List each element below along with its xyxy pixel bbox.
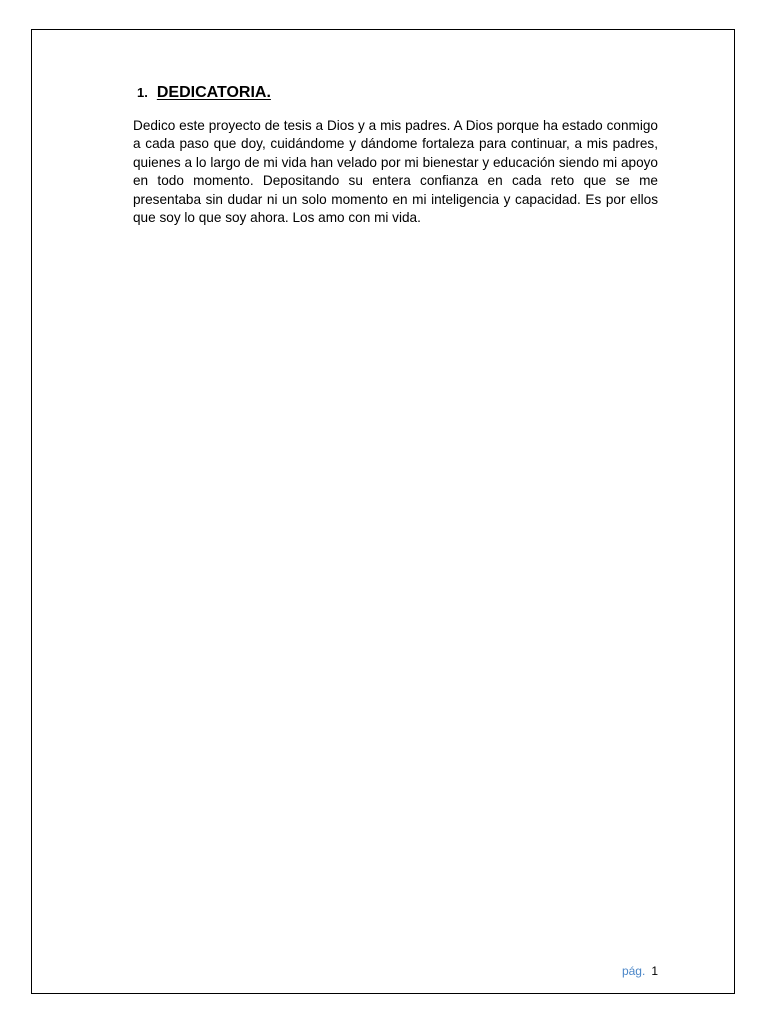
section-heading	[137, 84, 271, 102]
page-label: pág.	[621, 964, 646, 978]
page-number: 1	[651, 964, 658, 978]
heading-title: DEDICATORIA.	[156, 84, 271, 101]
heading-number: 1.	[137, 85, 148, 100]
dedication-paragraph: Dedico este proyecto de tesis a Dios y a mis padres. A Dios porque ha estado conmigo a cada paso que doy, cuidándome y dándome fortaleza para continuar, a mis padres, quienes a lo largo de mi vida han velado por mi bienestar y educación siendo mi apoyo en todo momento. Depositando su entera confianza en cada reto que se me presentaba sin dudar ni un solo momento en mi inteligencia y capacidad. Es por ellos que soy lo que soy ahora. Los amo con mi vida.	[133, 118, 658, 226]
page-footer	[622, 964, 658, 978]
